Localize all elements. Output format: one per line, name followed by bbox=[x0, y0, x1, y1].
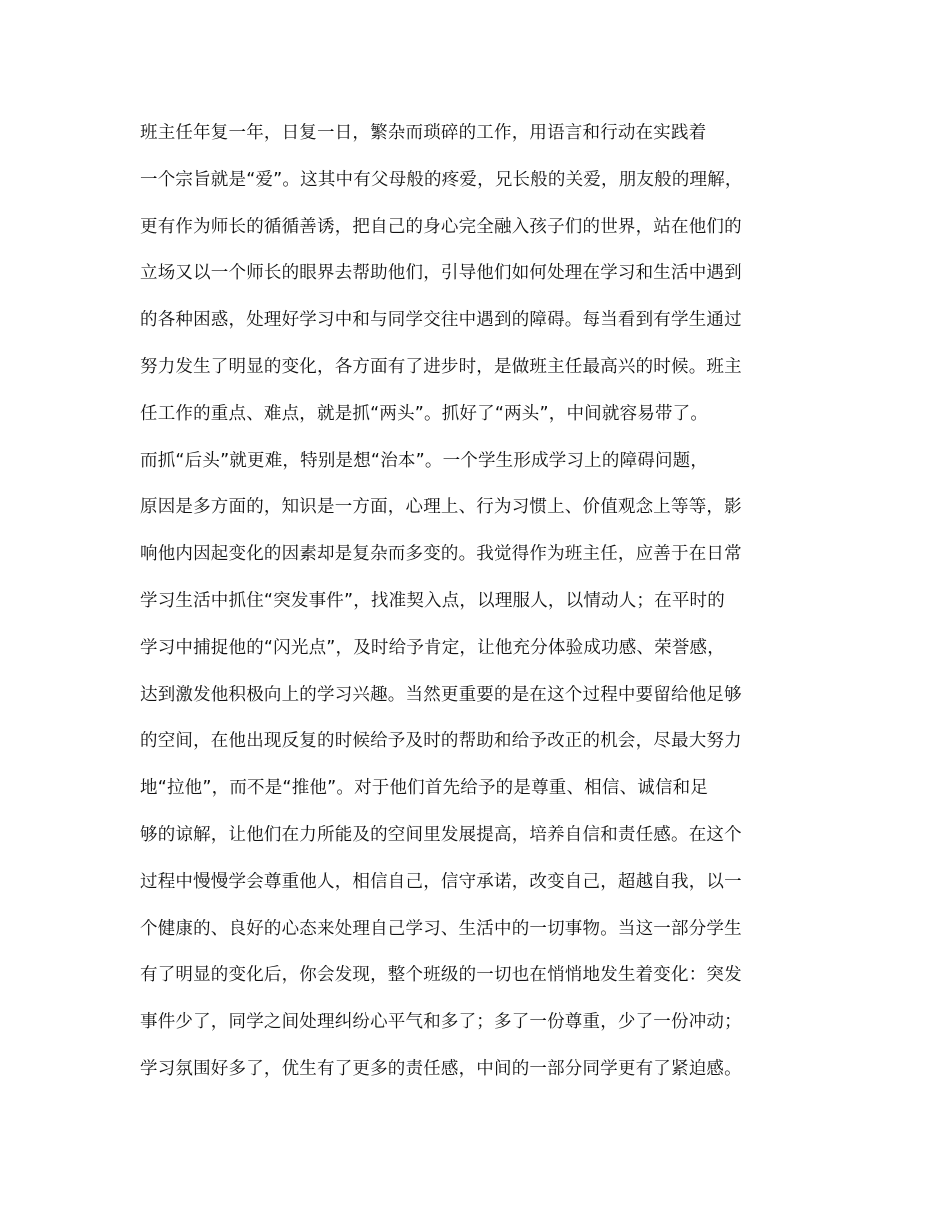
text-line-17: 过程中慢慢学会尊重他人，相信自己，信守承诺，改变自己，超越自我，以一 bbox=[140, 871, 742, 892]
text-line-8: 而抓“后头”就更难，特别是想“治本”。一个学生形成学习上的障碍问题， bbox=[140, 450, 709, 471]
text-line-4: 立场又以一个师长的眼界去帮助他们，引导他们如何处理在学习和生活中遇到 bbox=[140, 263, 742, 284]
text-line-16: 够的谅解，让他们在力所能及的空间里发展提高，培养自信和责任感。在这个 bbox=[140, 824, 742, 845]
text-line-14: 的空间，在他出现反复的时候给予及时的帮助和给予改正的机会，尽最大努力 bbox=[140, 731, 742, 752]
text-line-20: 事件少了，同学之间处理纠纷心平气和多了；多了一份尊重，少了一份冲动； bbox=[140, 1012, 742, 1033]
text-line-13: 达到激发他积极向上的学习兴趣。当然更重要的是在这个过程中要留给他足够 bbox=[140, 684, 742, 705]
text-line-11: 学习生活中抓住“突发事件”，找准契入点，以理服人，以情动人；在平时的 bbox=[140, 590, 725, 611]
text-line-6: 努力发生了明显的变化，各方面有了进步时，是做班主任最高兴的时候。班主 bbox=[140, 356, 742, 377]
text-line-1: 班主任年复一年，日复一日，繁杂而琐碎的工作，用语言和行动在实践着 bbox=[140, 123, 707, 143]
text-line-21: 学习氛围好多了，优生有了更多的责任感，中间的一部分同学更有了紧迫感。 bbox=[140, 1058, 742, 1079]
text-line-5: 的各种困惑，处理好学习中和与同学交往中遇到的障碍。每当看到有学生通过 bbox=[140, 310, 742, 331]
text-line-18: 个健康的、良好的心态来处理自己学习、生活中的一切事物。当这一部分学生 bbox=[140, 918, 742, 939]
body-paragraph bbox=[140, 110, 830, 1093]
text-line-10: 响他内因起变化的因素却是复杂而多变的。我觉得作为班主任，应善于在日常 bbox=[140, 544, 742, 565]
text-line-12: 学习中捕捉他的“闪光点”，及时给予肯定，让他充分体验成功感、荣誉感， bbox=[140, 637, 725, 658]
text-line-3: 更有作为师长的循循善诱，把自己的身心完全融入孩子们的世界，站在他们的 bbox=[140, 216, 742, 237]
text-line-7: 任工作的重点、难点，就是抓“两头”。抓好了“两头”，中间就容易带了。 bbox=[140, 403, 709, 424]
text-line-15: 地“拉他”，而不是“推他”。对于他们首先给予的是尊重、相信、诚信和足 bbox=[140, 778, 709, 799]
text-line-9: 原因是多方面的，知识是一方面，心理上、行为习惯上、价值观念上等等，影 bbox=[140, 497, 742, 518]
text-line-2: 一个宗旨就是“爱”。这其中有父母般的疼爱，兄长般的关爱，朋友般的理解， bbox=[140, 169, 743, 190]
text-line-19: 有了明显的变化后，你会发现，整个班级的一切也在悄悄地发生着变化：突发 bbox=[140, 965, 742, 986]
